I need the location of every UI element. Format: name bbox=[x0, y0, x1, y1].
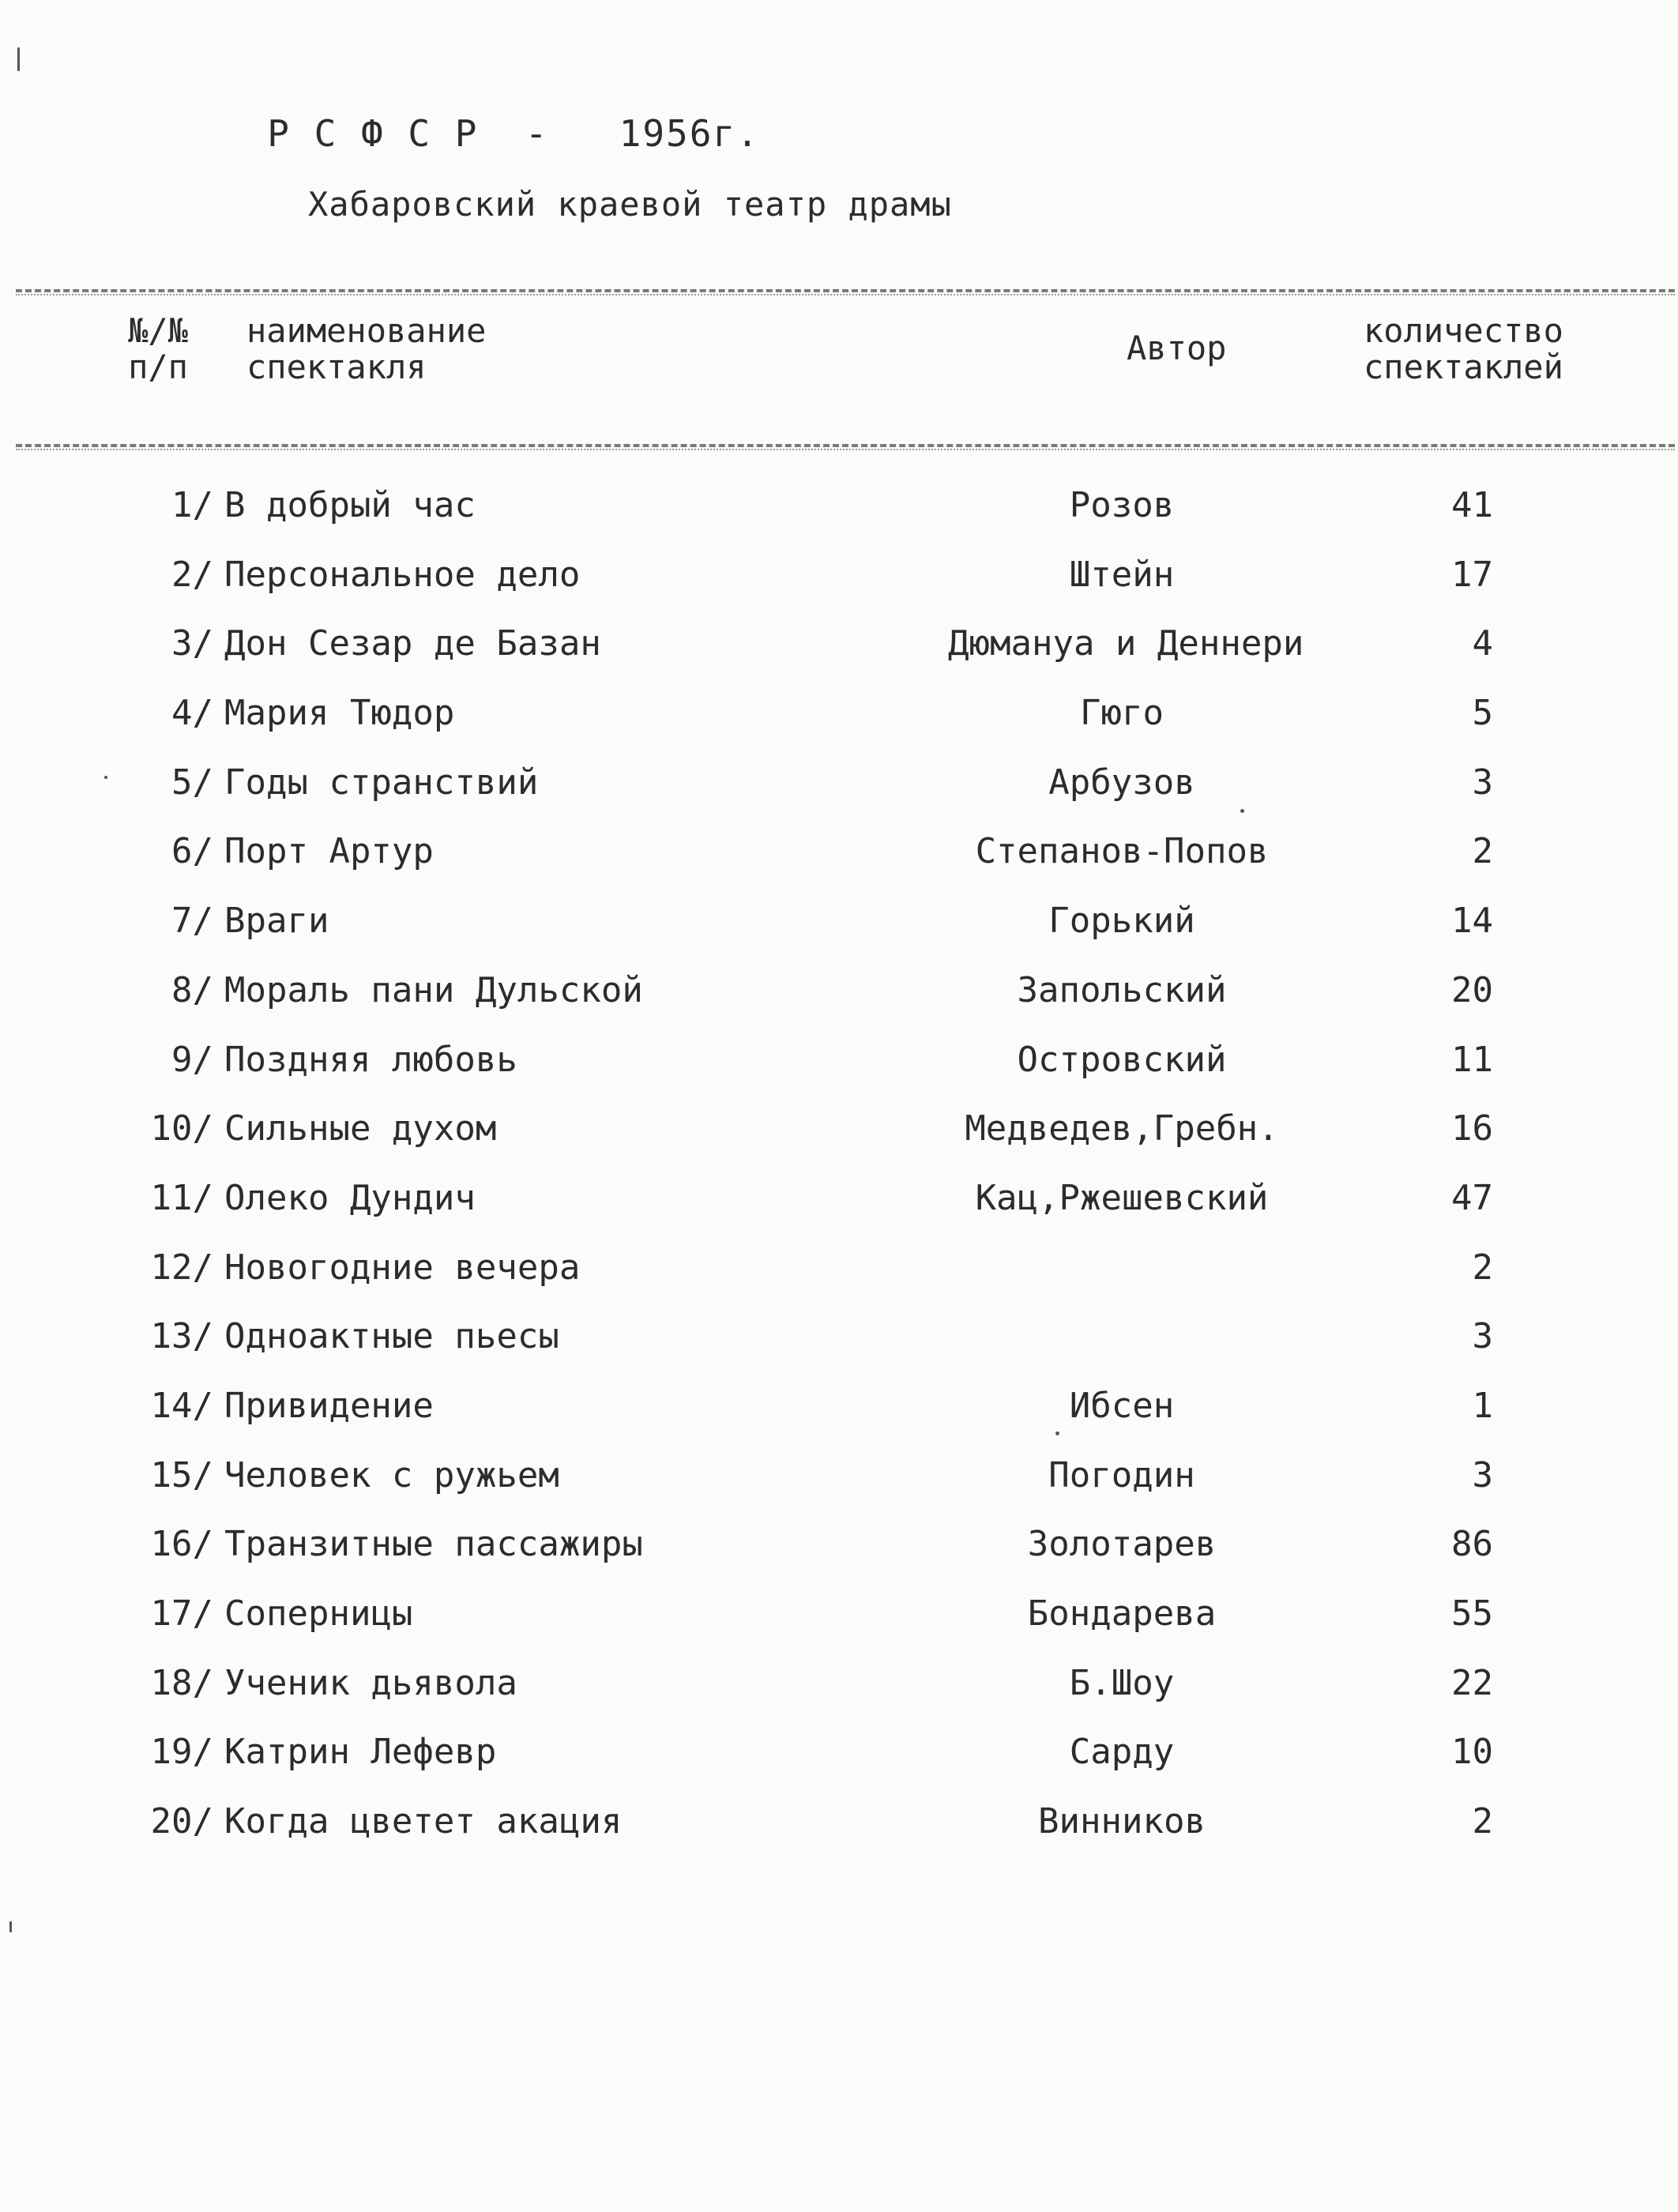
row-number: 10/ bbox=[150, 1108, 213, 1149]
row-number: 17/ bbox=[150, 1593, 213, 1634]
row-title: Персональное дело bbox=[224, 554, 581, 595]
row-title: Олеко Дундич bbox=[224, 1177, 476, 1218]
row-count: 1 bbox=[1472, 1385, 1493, 1426]
row-author: Сарду bbox=[1069, 1732, 1175, 1773]
row-count: 5 bbox=[1472, 693, 1493, 734]
row-count: 3 bbox=[1472, 1454, 1493, 1495]
row-number: 20/ bbox=[150, 1801, 213, 1842]
table-row bbox=[0, 1800, 1678, 1869]
row-title: Годы странствий bbox=[224, 762, 539, 803]
row-author: Островский bbox=[1017, 1039, 1227, 1080]
row-number: 11/ bbox=[150, 1177, 213, 1218]
column-header-count bbox=[1364, 313, 1563, 386]
row-author: Арбузов bbox=[1048, 762, 1195, 803]
performance-table bbox=[0, 483, 1678, 1869]
row-author: Винников bbox=[1038, 1801, 1206, 1842]
row-title: Сильные духом bbox=[224, 1108, 497, 1149]
column-header-count-line1: количество bbox=[1364, 311, 1563, 350]
row-title: Человек с ружьем bbox=[224, 1454, 559, 1495]
row-number: 3/ bbox=[171, 623, 213, 664]
row-count: 47 bbox=[1451, 1177, 1493, 1218]
table-row bbox=[0, 1522, 1678, 1592]
row-count: 14 bbox=[1451, 901, 1493, 942]
column-header-count-line2: спектаклей bbox=[1364, 348, 1563, 386]
row-title: Привидение bbox=[224, 1385, 434, 1426]
row-number: 19/ bbox=[150, 1732, 213, 1773]
row-title: Дон Сезар де Базан bbox=[224, 623, 601, 664]
table-row bbox=[0, 483, 1678, 553]
table-row bbox=[0, 830, 1678, 899]
row-count: 2 bbox=[1472, 1801, 1493, 1842]
header-bottom-rule bbox=[16, 444, 1675, 447]
row-author: Б.Шоу bbox=[1069, 1662, 1175, 1703]
row-author: Ибсен bbox=[1069, 1385, 1175, 1426]
row-number: 12/ bbox=[150, 1247, 213, 1288]
row-author: Запольский bbox=[1017, 969, 1227, 1010]
column-header-name bbox=[246, 313, 486, 386]
row-number: 6/ bbox=[171, 831, 213, 872]
row-number: 14/ bbox=[150, 1385, 213, 1426]
row-title: Мария Тюдор bbox=[224, 693, 455, 734]
row-number: 9/ bbox=[171, 1039, 213, 1080]
document-title: Р С Ф С Р - 1956г. bbox=[267, 112, 760, 155]
table-row bbox=[0, 1661, 1678, 1731]
header-bottom-rule-secondary bbox=[16, 449, 1675, 450]
column-header-number-line2: п/п bbox=[128, 348, 188, 386]
scan-mark bbox=[9, 1921, 12, 1932]
table-row bbox=[0, 1592, 1678, 1661]
row-author: Бондарева bbox=[1027, 1593, 1217, 1634]
row-title: Новогодние вечера bbox=[224, 1247, 581, 1288]
row-title: Мораль пани Дульской bbox=[224, 969, 643, 1010]
header-top-rule-secondary bbox=[16, 294, 1675, 295]
table-row bbox=[0, 899, 1678, 969]
table-row bbox=[0, 761, 1678, 830]
row-author: Гюго bbox=[1080, 693, 1164, 734]
column-header-number bbox=[111, 313, 205, 386]
row-title: Поздняя любовь bbox=[224, 1039, 517, 1080]
row-title: Одноактные пьесы bbox=[224, 1316, 559, 1357]
row-number: 13/ bbox=[150, 1316, 213, 1357]
row-author: Кац,Ржешевский bbox=[975, 1177, 1269, 1218]
row-number: 2/ bbox=[171, 554, 213, 595]
row-author: Дюмануа и Деннери bbox=[948, 623, 1304, 664]
row-author: Степанов-Попов bbox=[975, 831, 1269, 872]
column-header-name-line1: наименование bbox=[246, 311, 487, 350]
row-number: 7/ bbox=[171, 901, 213, 942]
row-author: Розов bbox=[1069, 485, 1175, 525]
table-row bbox=[0, 1176, 1678, 1246]
row-number: 8/ bbox=[171, 969, 213, 1010]
row-author: Золотарев bbox=[1027, 1524, 1217, 1565]
table-row bbox=[0, 1730, 1678, 1800]
row-title: Порт Артур bbox=[224, 831, 434, 872]
table-row bbox=[0, 1384, 1678, 1454]
table-row bbox=[0, 1454, 1678, 1523]
table-row bbox=[0, 969, 1678, 1038]
column-header-number-line1: №/№ bbox=[128, 311, 188, 350]
document-subtitle: Хабаровский краевой театр драмы bbox=[308, 185, 952, 224]
row-title: Враги bbox=[224, 901, 329, 942]
row-number: 1/ bbox=[171, 485, 213, 525]
row-count: 2 bbox=[1472, 831, 1493, 872]
row-count: 3 bbox=[1472, 1316, 1493, 1357]
row-title: Соперницы bbox=[224, 1593, 413, 1634]
row-count: 55 bbox=[1451, 1593, 1493, 1634]
row-number: 15/ bbox=[150, 1454, 213, 1495]
scan-speck bbox=[1055, 1431, 1059, 1435]
table-row bbox=[0, 1107, 1678, 1176]
row-number: 18/ bbox=[150, 1662, 213, 1703]
scan-speck bbox=[1240, 809, 1244, 813]
row-count: 22 bbox=[1451, 1662, 1493, 1703]
scan-mark bbox=[17, 47, 20, 71]
row-title: Транзитные пассажиры bbox=[224, 1524, 643, 1565]
row-number: 5/ bbox=[171, 762, 213, 803]
row-count: 11 bbox=[1451, 1039, 1493, 1080]
table-row bbox=[0, 691, 1678, 761]
column-header-name-line2: спектакля bbox=[246, 348, 427, 386]
table-row bbox=[0, 622, 1678, 691]
row-number: 16/ bbox=[150, 1524, 213, 1565]
row-count: 4 bbox=[1472, 623, 1493, 664]
row-count: 17 bbox=[1451, 554, 1493, 595]
row-count: 20 bbox=[1451, 969, 1493, 1010]
row-number: 4/ bbox=[171, 693, 213, 734]
row-count: 86 bbox=[1451, 1524, 1493, 1565]
row-count: 2 bbox=[1472, 1247, 1493, 1288]
row-count: 16 bbox=[1451, 1108, 1493, 1149]
row-author: Горький bbox=[1048, 901, 1195, 942]
header-top-rule bbox=[16, 289, 1675, 292]
scan-speck bbox=[104, 776, 107, 779]
table-row bbox=[0, 553, 1678, 623]
row-title: Ученик дьявола bbox=[224, 1662, 517, 1703]
row-author: Медведев,Гребн. bbox=[965, 1108, 1279, 1149]
row-title: Когда цветет акация bbox=[224, 1801, 623, 1842]
column-header-author: Автор bbox=[1127, 329, 1227, 367]
row-title: В добрый час bbox=[224, 485, 476, 525]
row-author: Погодин bbox=[1048, 1454, 1195, 1495]
table-row bbox=[0, 1315, 1678, 1384]
table-row bbox=[0, 1246, 1678, 1315]
row-author: Штейн bbox=[1069, 554, 1175, 595]
row-count: 41 bbox=[1451, 485, 1493, 525]
row-count: 10 bbox=[1451, 1732, 1493, 1773]
table-row bbox=[0, 1038, 1678, 1108]
row-title: Катрин Лефевр bbox=[224, 1732, 497, 1773]
row-count: 3 bbox=[1472, 762, 1493, 803]
